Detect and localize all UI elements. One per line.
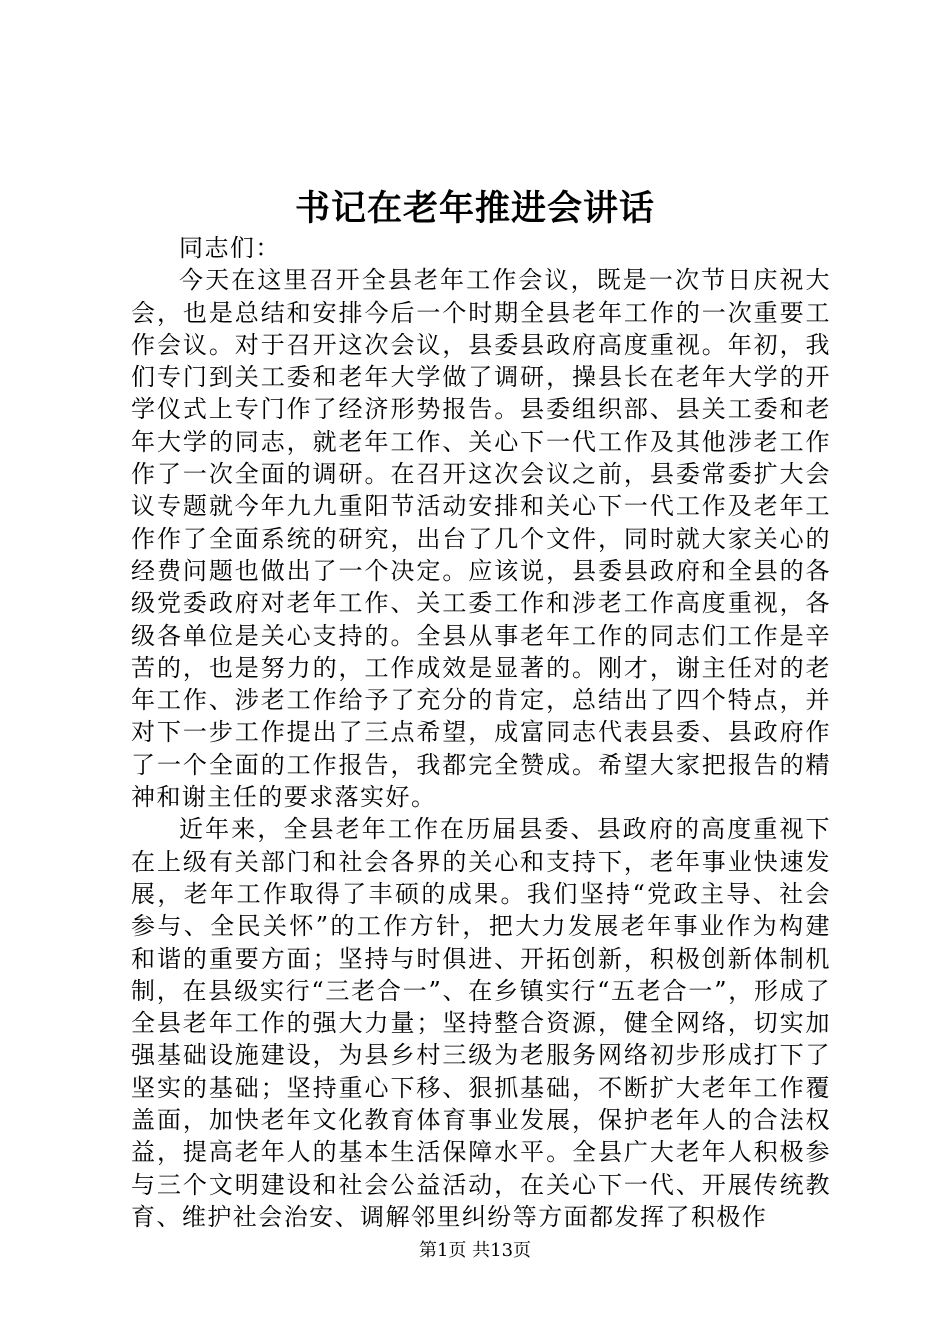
document-body bbox=[131, 232, 831, 1233]
page-number-footer: 第1页 共13页 bbox=[418, 1240, 532, 1261]
document-title: 书记在老年推进会讲话 bbox=[294, 188, 655, 229]
paragraph-1: 今天在这里召开全县老年工作会议，既是一次节日庆祝大会，也是总结和安排今后一个时期全县老年工作的一次重要工作会议。对于召开这次会议，县委县政府高度重视。年初，我们专门到关工委和老年大学做了调研，操县长在老年大学的开学仪式上专门作了经济形势报告。县委组织部、县关工委和老年大学的同志，就老年工作、关心下一代工作及其他涉老工作作了一次全面的调研。在召开这次会议之前，县委常委扩大会议专题就今年九九重阳节活动安排和关心下一代工作及老年工作作了全面系统的研究，出台了几个文件，同时就大家关心的经费问题也做出了一个决定。应该说，县委县政府和全县的各级党委政府对老年工作、关工委工作和涉老工作高度重视，各级各单位是关心支持的。全县从事老年工作的同志们工作是辛苦的，也是努力的，工作成效是显著的。刚才，谢主任对的老年工作、涉老工作给予了充分的肯定，总结出了四个特点，并对下一步工作提出了三点希望，成富同志代表县委、县政府作了一个全面的工作报告，我都完全赞成。希望大家把报告的精神和谢主任的要求落实好。 bbox=[131, 266, 831, 812]
paragraph-2: 近年来，全县老年工作在历届县委、县政府的高度重视下在上级有关部门和社会各界的关心和支持下，老年事业快速发展，老年工作取得了丰硕的成果。我们坚持“党政主导、社会参与、全民关怀”的工作方针，把大力发展老年事业作为构建和谐的重要方面；坚持与时俱进、开拓创新，积极创新体制机制，在县级实行“三老合一”、在乡镇实行“五老合一”，形成了全县老年工作的强大力量；坚持整合资源，健全网络，切实加强基础设施建设，为县乡村三级为老服务网络初步形成打下了坚实的基础；坚持重心下移、狠抓基础，不断扩大老年工作覆盖面，加快老年文化教育体育事业发展，保护老年人的合法权益，提高老年人的基本生活保障水平。全县广大老年人积极参与三个文明建设和社会公益活动，在关心下一代、开展传统教育、维护社会治安、调解邻里纠纷等方面都发挥了积极作 bbox=[131, 815, 831, 1231]
salutation: 同志们： bbox=[179, 234, 281, 262]
